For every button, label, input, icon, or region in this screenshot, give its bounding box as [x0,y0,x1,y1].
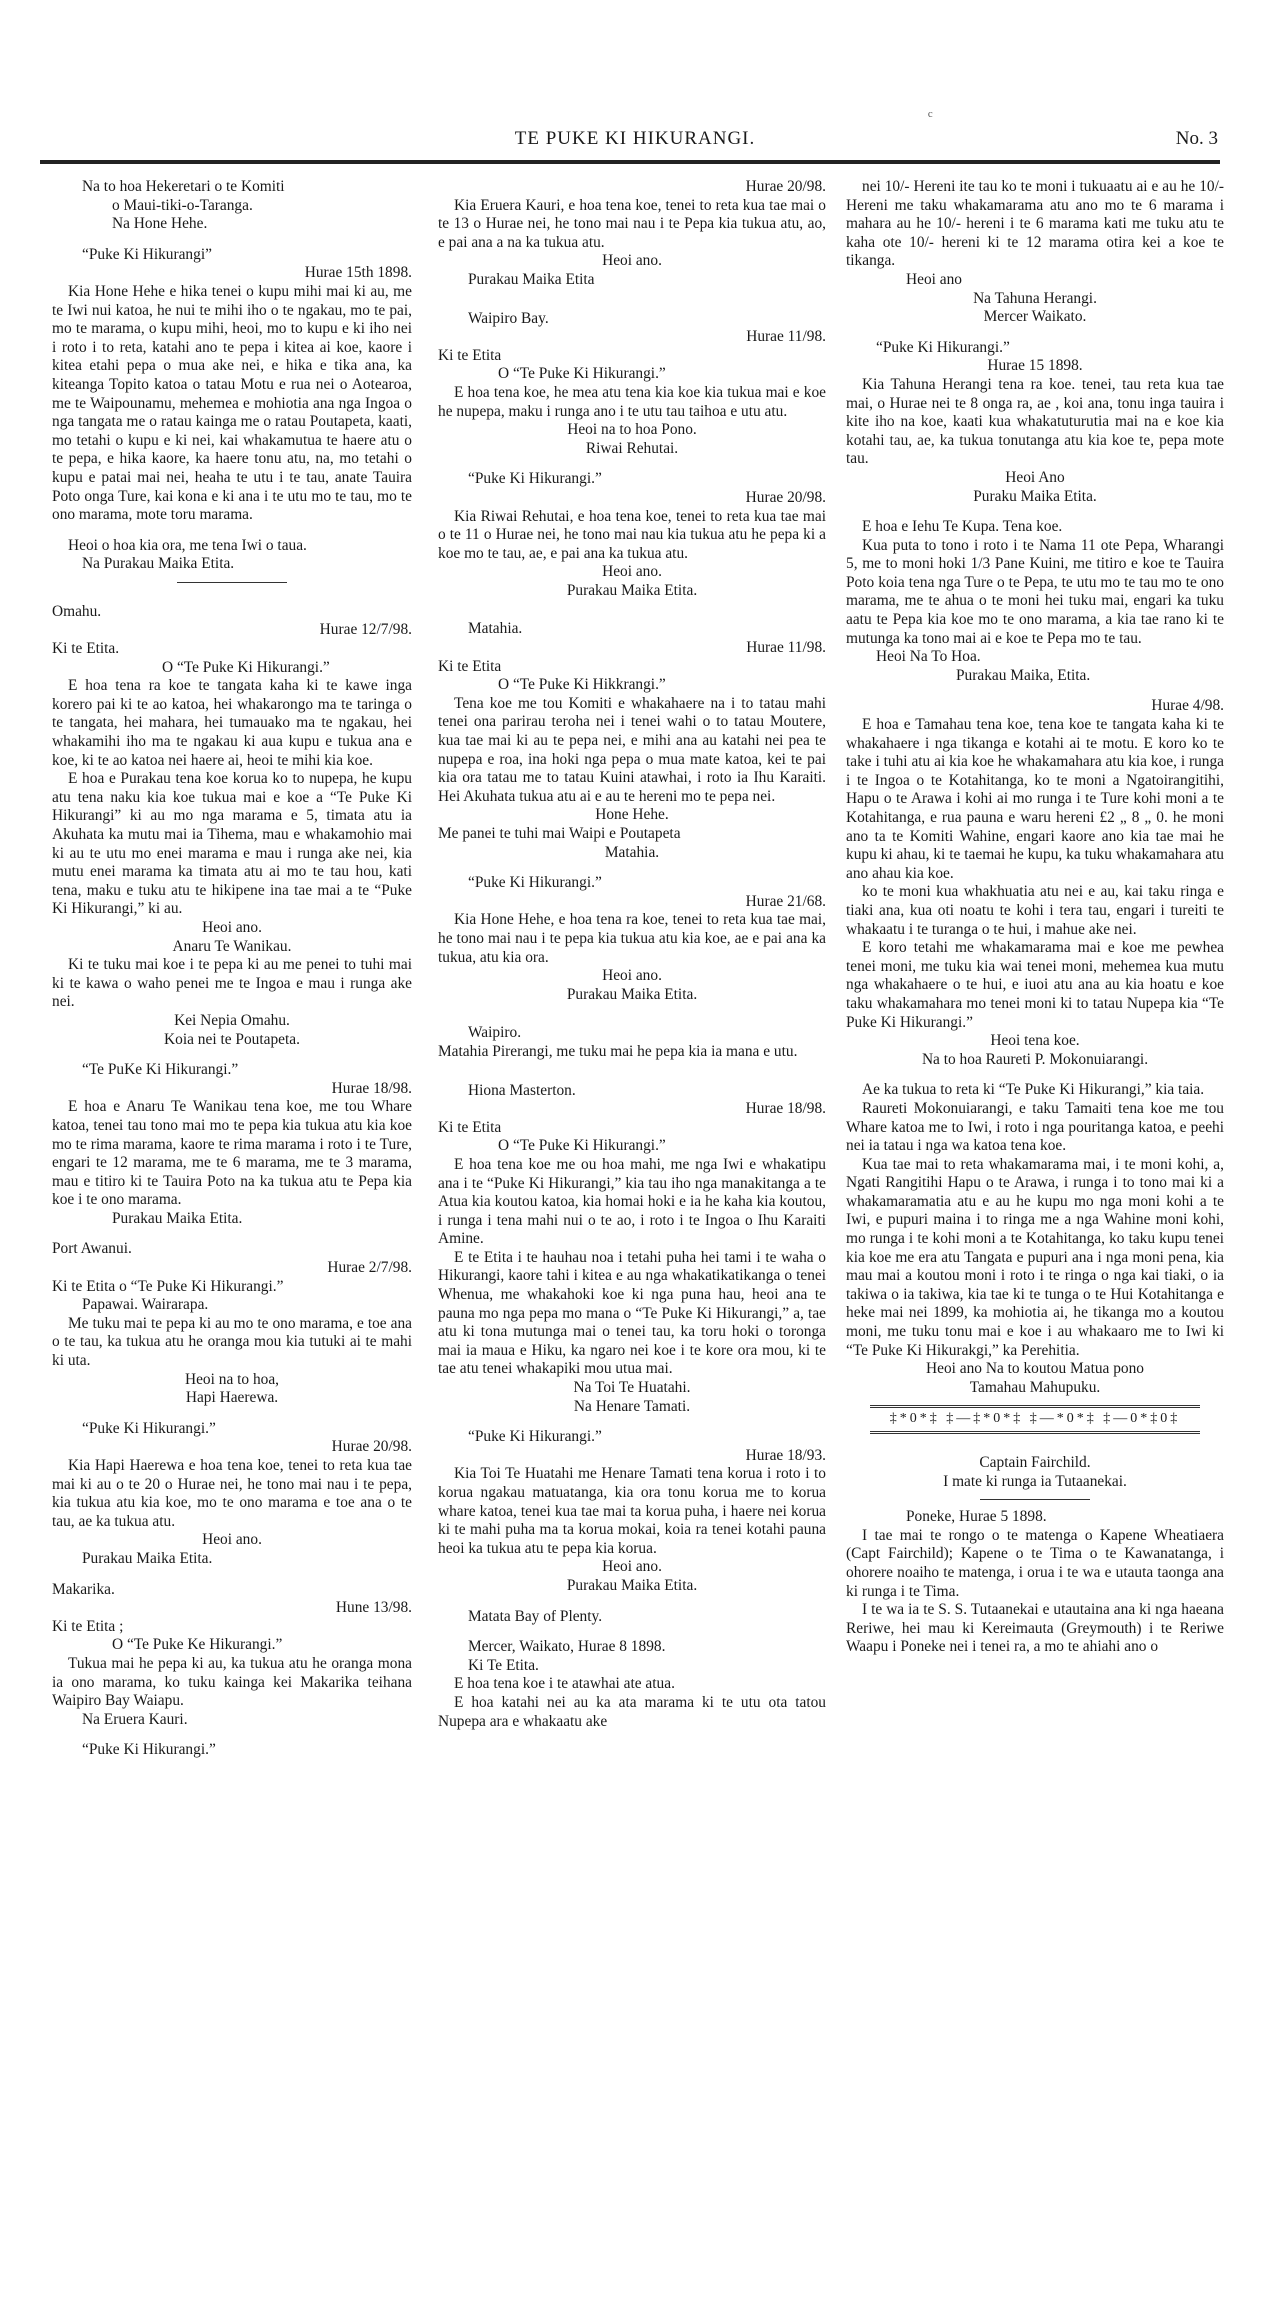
text-line: Captain Fairchild. [979,1454,1091,1471]
text-line: “Puke Ki Hikurangi.” [468,470,602,488]
spacer [438,1626,826,1638]
text-line: Port Awanui. [52,1240,132,1258]
spacer [52,1729,412,1741]
spacer [846,685,1224,697]
text-line: O “Te Puke Ki Hikurangi.” [498,1137,666,1155]
spacer [52,1228,412,1240]
paragraph: E hoa e Iehu Te Kupa. Tena koe. [862,518,1063,536]
paragraph: E hoa e Purakau tena koe korua ko to nupepa, he kupu atu tena naku kia koe tukua mai e koe a “Te Puke Ki Hikurangi” ki au mo nga marama e 5, timata atu ia Akuhata ka mutu mai ia Tihema, mau e whakamohio mai ki au te utu mo enei marama e mau i runga ake nei, kia mutu enei marama ka timata atu ai mo te tau hou, kati tena, maku e tuku atu te hikipene ina tae mai a te “Puke Ki Hikurangi,” ki au. [52,770,412,918]
text-line: Ki te Etita [438,346,502,364]
text-line: Na Toi Te Huatahi. [573,1379,691,1397]
paragraph: Ae ka tukua to reta ki “Te Puke Ki Hikurangi,” kia taia. [862,1081,1205,1099]
masthead-title: TE PUKE KI HIKURANGI. [514,128,756,149]
text-line: Me panei te tuhi mai Waipi e Poutapeta [438,825,681,842]
paragraph: E hoa tena koe me ou hoa mahi, me nga Iwi e whakatipu ana i te “Puke Ki Hikurangi,” kia tau iho nga manakitanga a te Atua kia koutou katoa, kia homai hoki e ia he kaha kia koutou, i runga i tena mahi nui o te ao, i roto i te Ingoa o Ihu Karaiti Amine. [438,1155,826,1248]
text-line: “Puke Ki Hikurangi.” [468,874,602,892]
paragraph: Kia Riwai Rehutai, e hoa tena koe, tenei to reta kua tae mai o te 11 o Hurae nei, he tono mai nau kia tukua atu he pepa ki a koe mo te tau, ae, e pai ana ka tukua atu. [438,507,826,562]
text-line: Matata Bay of Plenty. [468,1607,603,1625]
text-line: Purakau Maika Etita. [82,1549,213,1567]
column-1 [52,178,412,1760]
text-line: Ki te Etita ; [52,1617,124,1635]
text-line: Heoi ano. [602,1558,662,1576]
text-line: Papawai. Wairarapa. [82,1296,209,1314]
paragraph: Kia Tahuna Herangi tena ra koe. tenei, tau reta kua tae mai, o Hurae nei te 8 onga ra, ae , koi ana, tonu inga tauira i kite iho na koe, kaati kua whakatuturutia mai na e koe kia kotahi tau, ae, ka tukua tonutanga atu kia koe te, pepa mote tau. [846,375,1224,468]
paragraph: Kia Toi Te Huatahi me Henare Tamati tena korua i roto i to korua ngakau matuatanga, kia ora tonu korua me to korua whare katoa, tenei kua tae mai ta korua puha, i haere nei korua ki te mahi puha ma ta korua mokai, koia ra tenei kotahi pauna heoi ka tukua atu te pepa kia korua. [438,1465,826,1557]
text-line: Purakau Maika Etita. [566,1576,698,1594]
spacer [438,458,826,470]
text-line: Na Purakau Maika Etita. [82,555,235,573]
text-line: Heoi ano. [602,967,662,985]
paragraph: E hoa tena ra koe te tangata kaha ki te kawe inga korero pai ki te ao katoa, hei whakarongo ma te taringa o te tangata, hei mahara, hei tumauako ma te ngakau, hei whakamihi iho ma te ngakau ki aua kupu e tukua ana e koe, ki te ao katoa nei haere ai, heoi te mihi kia koe. [52,677,412,769]
text-line: Hurae 20/98. [745,488,826,506]
text-line: Purakau Maika, Etita. [956,666,1091,684]
text-line: O “Te Puke Ki Hikkrangi.” [498,676,666,694]
text-line: Riwai Rehutai. [585,439,679,457]
text-line: Na to hoa Hekeretari o te Komiti [82,178,285,195]
text-line: Kei Nepia Omahu. [174,1011,290,1029]
text-line: Hune 13/98. [335,1599,412,1617]
text-line: Purakau Maika Etita. [112,1209,243,1227]
text-line: Anaru Te Wanikau. [172,937,292,955]
text-line: Heoi ano. [602,563,662,581]
text-line: Waipiro Bay. [468,309,549,327]
text-line: Hurae 18/98. [331,1079,412,1097]
text-line: Heoi ano Na to koutou Matua pono [926,1360,1144,1378]
text-line: Poneke, Hurae 5 1898. [906,1508,1047,1526]
text-line: Ki te Etita o “Te Puke Ki Hikurangi.” [52,1277,284,1295]
paragraph: I te wa ia te S. S. Tutaanekai e utautaina ana ki nga haeana Reriwe, hei mau ki Kereimauta (Greymouth) i te Reriwe Waapu i Poneke nei i tenei ra, a mo te ahiahi ano o [846,1601,1224,1656]
text-line: Hurae 4/98. [1151,697,1224,715]
paragraph: Tena koe me tou Komiti e whakahaere na i to tatau mahi tenei ona parirau teroha nei i tenei wahi o to tatau Moutere, kua tae mai ki au te pepa nei, e mihi ana au katahi nei pea te nupepa e roa, ina hoki nga pepa o mua mate katoa, kei te pai kia ora tatau me to tatau Kuini atawhai, i roto ia Ihu Karaiti. Hei Akuhata tukua atu ai e au te hereni mo te pepa nei. [438,694,826,805]
paragraph: E hoa tena koe, he mea atu tena kia koe kia tukua mai e koe he nupepa, maku i runga ano i te utu tau taihoa e utu atu. [438,383,826,420]
text-line: Matahia. [468,620,523,638]
text-line: Purakau Maika Etita. [566,581,698,599]
text-line: Koia nei te Poutapeta. [164,1030,300,1048]
spacer [846,506,1224,518]
text-line: “Puke Ki Hikurangi.” [468,1428,602,1446]
text-line: Hurae 11/98. [746,639,826,657]
text-line: Heoi na to hoa, [184,1370,280,1388]
spacer [438,1596,826,1608]
paragraph: Kia Hone Hehe e hika tenei o kupu mihi mai ki au, me te Iwi nui katoa, he nui te mihi iho o te ngakau, mo te pai, mo te marama, o kupu mihi, heoi, mo to kupu e ki iho nei i roto i to reta, katahi ano te pepa i kitea ai koe, kaore i kitea etahi pepa o mua ake nei, e hika e tika ana, ka kiteanga Topito katoa o tatau Motu e rua nei o Aotearoa, me te Waipounamu, mehemea e mohiotia ana nga Ingoa o nga tangata me o ratau kainga me o ratau Poutapeta, kaati, mo tetahi o kupu e ki nei, kai whakamutua te haere atu o te pepa, e hika kaore, ka haere tonu atu, na, mo tetahi o kupu e patai mai nei, heaha te utu i te tau, anate Tauira Poto onga Ture, kai kona e ki ana i te utu mo te tau, mo te ono marama, mote toru marama. [52,282,412,524]
text-line: Hiona Masterton. [468,1081,576,1099]
text-line: Hapi Haerewa. [185,1389,279,1407]
section-separator [980,1499,1090,1500]
column-2 [438,178,826,1731]
text-line: Mercer, Waikato, Hurae 8 1898. [468,1638,666,1656]
header-rule [40,160,1220,164]
text-line: I mate ki runga ia Tutaanekai. [943,1472,1127,1490]
paragraph: Ki te tuku mai koe i te pepa ki au me penei to tuhi mai ki te kawa o waho penei me te Ingoa e mau i runga ake nei. [52,956,412,1011]
page-number: No. 3 [1175,128,1218,149]
text-line: Heoi ano. [602,252,662,270]
spacer [52,591,412,603]
spacer [52,1569,412,1581]
spacer [846,327,1224,339]
text-line: “Puke Ki Hikurangi” [82,245,212,263]
text-line: Hurae 15 1898. [987,357,1083,375]
text-line: “Puke Ki Hikurangi.” [876,338,1010,356]
text-line: Na Henare Tamati. [573,1397,691,1415]
text-line: “Puke Ki Hikurangi.” [82,1741,216,1759]
text-line: Na Hone Hehe. [112,215,208,233]
paragraph: Kia Hone Hehe, e hoa tena ra koe, tenei to reta kua tae mai, he tono mai nau i te pepa kia tukua atu kia koe, ae e pai ana ka tukua, atu kia ora. [438,911,826,966]
text-line: Heoi ano. [202,1531,262,1549]
text-line: Heoi na to hoa Pono. [567,421,697,439]
text-line: Makarika. [52,1580,115,1598]
text-line: Hurae 20/98. [745,178,826,195]
paragraph: E hoa tena koe i te atawhai ate atua. [454,1675,675,1693]
text-line: o Maui-tiki-o-Taranga. [112,196,253,214]
paragraph: I tae mai te rongo o te matenga o Kapene Wheatiaera (Capt Fairchild); Kapene o te Tima o te Kawanatanga, i ohorere noaiho te matenga, i orua i te wa e utauta taonga ana ki runga i te Tima. [846,1526,1224,1600]
paragraph: ko te moni kua whakhuatia atu nei e au, kai taku ringa e tiaki ana, kua oti noatu te kohi i tera tau, engari i tureiti te whakaatu i te turanga o te hui, i mahue ake nei. [846,883,1224,938]
text-line: Heoi ano [906,270,962,288]
text-line: Matahia Pirerangi, me tuku mai he pepa kia ia mana e utu. [438,1042,798,1060]
text-line: Puraku Maika Etita. [973,487,1097,505]
text-line: Heoi Ano [1005,468,1065,486]
paragraph: E hoa e Anaru Te Wanikau tena koe, me tou Whare katoa, tenei tau tono mai mo te pepa kia tukua atu kia koe mo te rima marama, kaore te rima marama i roto i te Ture, engari te 12 marama, me te 6 marama, me te 3 marama, mau e titiro ki te Tauira Poto na ka tukua atu te Pepa kia koe i te ono marama. [52,1098,412,1209]
page-header [40,128,1230,158]
spacer [438,862,826,874]
paragraph: E koro tetahi me whakamarama mai e koe me pewhea tenei moni, me tuku kia wai tenei moni, mehemea kua mutu nga whakahaere o te hui, e iuoi atu ana au kia hoatu e koe taku whakamahara mo tenei moni ki to tatau Nupepa kia “Te Puke Ki Hikurangi.” [846,939,1224,1031]
spacer [52,234,412,246]
spacer [846,1442,1224,1454]
text-line: Heoi Na To Hoa. [876,648,981,666]
paragraph: Me tuku mai te pepa ki au mo te ono marama, e toe ana o te tau, ka tukua atu he oranga mou kia tutuki ai te mahi ki uta. [52,1314,412,1370]
paragraph: E hoa e Tamahau tena koe, tena koe te tangata kaha ki te whakahaere i nga tikanga e kotahi ai te motu. E koro ko te take i tuhi atu ai kia koe he whakamahara atu kia koe, i runga i te Ingoa o te Kotahitanga, ko te moni a Ngatoirangitihi, Hapu o te Arawa i kohi ai mo runga i te Ture kohi moni a te Kotahitanga, e rua pauna e waru hereni £2 „ 8 „ 0. he moni ano ta te Komiti Wahine, engari kaore ano kia tae mai he kupu ki ahau, ki te taemai he kupu, ka tuku whakamahara atu ano ahau kia koe. [846,716,1224,882]
text-line: Ki te Etita. [52,640,120,658]
text-line: Tamahau Mahupuku. [969,1378,1101,1396]
text-line: Hurae 18/93. [745,1446,826,1464]
text-line: Hurae 18/98. [745,1100,826,1118]
paragraph: Heoi o hoa kia ora, me tena Iwi o taua. [68,536,307,554]
spacer [438,600,826,620]
text-line: Hurae 15th 1898. [304,264,412,282]
text-line: Hurae 2/7/98. [327,1259,412,1277]
text-line: “Te PuKe Ki Hikurangi.” [82,1061,239,1079]
text-line: Matahia. [604,843,660,861]
paragraph: Kia Eruera Kauri, e hoa tena koe, tenei to reta kua tae mai o te 13 o Hurae nei, he tono mai nau i te Pepa kia tukua atu, ao, e pai ana a na ka tukua atu. [438,196,826,251]
paragraph: Kua puta to tono i roto i te Nama 11 ote Pepa, Wharangi 5, me to moni hoki 1/3 Pane Kuini, me titiro e koe te Tauira Poto koia tena nga Ture o te Pepa, te utu mo te tau mo te ono marama, me te ahua o te moni hei tuku mai, engari ka tuku aatu te Pepa kia koe mo te ono marama, a kia tae rano ki te mutunga ka tono mai ai e koe te Pepa mo te tau. [846,536,1224,647]
text-line: Heoi ano. [202,918,262,936]
text-line: Ki te Etita [438,1118,502,1136]
text-line: Hone Hehe. [595,806,669,824]
text-line: O “Te Puke Ke Hikurangi.” [112,1636,283,1654]
text-line: Na to hoa Raureti P. Mokonuiarangi. [921,1050,1149,1068]
text-line: Purakau Maika Etita. [566,985,698,1003]
text-line: O “Te Puke Ki Hikurangi.” [162,658,330,676]
text-line: Na Eruera Kauri. [82,1710,188,1728]
text-line: Hurae 20/98. [331,1438,412,1456]
paragraph: Kia Hapi Haerewa e hoa tena koe, tenei to reta kua tae mai ki au o te 20 o Hurae nei, he tono mai nau i te pepa, kia tukua atu kia koe, mo te ono marama e toe ana o te tau, ae ka tukua atu. [52,1457,412,1530]
text-line: Hurae 12/7/98. [319,621,412,639]
text-line: Hurae 21/68. [745,892,826,910]
text-line: Ki Te Etita. [468,1656,539,1674]
paragraph: Kua tae mai to reta whakamarama mai, i te moni kohi, a, Ngati Rangitihi Hapu o te Arawa, i runga i to tono mai ki a whakamaramatia atu e au he kupu mo nga moni kohi a te Iwi, e pupuri maina i to ringa me a nga Wahine moni kohi, mo runga i te kohi moni a te Kotahitanga, ko taku kupu tenei kia koe me era atu Tangata e pupuri ana i nga moni pena, kia mau mai a koutou moni i roto i te ringa o nga kai tiaki, o ia takiwa o ia takiwa, kia tae ki te tunga o te Hui Kotahitanga e heke mai nei 1899, ka mohiotia ai, he tikanga mo a koutou moni, me tuku tonu mai e koe i au whakaaro me to Iwi ki “Te Puke Ki Hikurakgi,” ka Perehitia. [846,1155,1224,1359]
spacer [438,1416,826,1428]
paragraph: Tukua mai he pepa ki au, ka tukua atu he oranga mona ia ono marama, ko tuku kainga kei Makarika teihana Waipiro Bay Waiapu. [52,1654,412,1710]
column-3 [846,178,1224,1657]
text-line: Hurae 11/98. [746,328,826,346]
text-line: Omahu. [52,602,102,620]
spacer [52,525,412,537]
text-line: Purakau Maika Etita [468,270,595,288]
paragraph: E te Etita i te hauhau noa i tetahi puha hei tami i te waha o Hikurangi, kaore tahi i kitea e au nga whakatikatikanga o tenei Whenua, me whakahoki koe ki nga puna hau, heoi ana te pauna mo nga pepa mo mana o “Te Puke Ki Hikurangi,” a, tae atu ki tona mutunga mai o tenei tau, ka toru hoki o toronga mai ia maua e Hiku, ka ngaro nei koe i te kore ora mou, ki te tae atu tenei whakapiki mou utua mai. [438,1248,826,1378]
section-separator [177,582,287,583]
paragraph: E hoa katahi nei au ka ata marama ki te utu ota tatou Nupepa ara e whakaatu ake [438,1693,826,1730]
spacer [52,1408,412,1420]
stray-mark: ᶜ [928,106,933,126]
spacer [846,1069,1224,1081]
text-line: O “Te Puke Ki Hikurangi.” [498,365,666,383]
paragraph: Raureti Mokonuiarangi, e taku Tamaiti tena koe me tou Whare katoa me to Iwi, i roto i nga pouritanga katoa, e peehi nei ia tatau i nga wa katoa tena koe. [846,1099,1224,1155]
spacer [438,1062,826,1082]
text-line: Mercer Waikato. [983,308,1087,326]
paragraph: nei 10/- Hereni ite tau ko te moni i tukuaatu ai e au he 10/- Hereni me taku whakamarama atu ano mo te 6 marama i mahara au he 10/- hereni i te 6 marama kati me tuku atu te kaha ote 10/- hereni ki te 12 marama otira kei a koe te tikanga. [846,178,1224,270]
spacer [438,1004,826,1024]
spacer [52,1049,412,1061]
text-line: Heoi tena koe. [990,1032,1080,1050]
text-line: Na Tahuna Herangi. [973,289,1097,307]
spacer [438,290,826,310]
text-line: Waipiro. [468,1024,522,1042]
text-line: “Puke Ki Hikurangi.” [82,1419,216,1437]
text-line: Ki te Etita [438,657,502,675]
ornament-rule: ‡*0*‡ ‡—‡*0*‡ ‡—*0*‡ ‡—0*‡0‡ [870,1405,1200,1434]
